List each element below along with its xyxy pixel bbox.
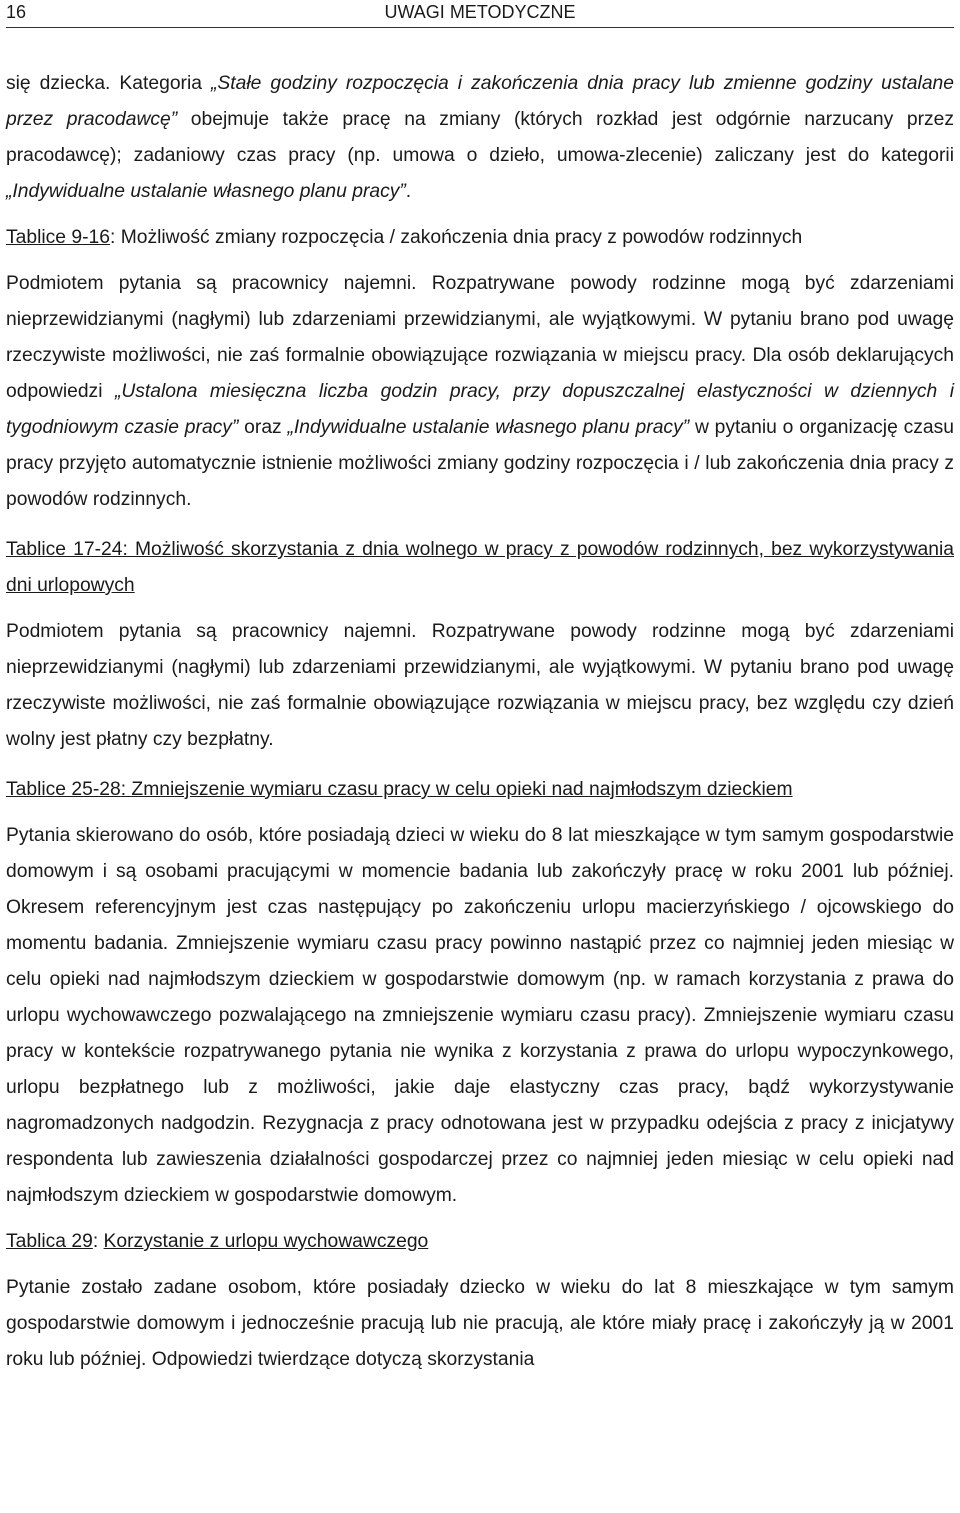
section-heading-25-28	[6, 772, 954, 808]
running-title: UWAGI METODYCZNE	[384, 2, 576, 22]
section-paragraph-9-16	[6, 266, 954, 518]
page-number: 16	[6, 2, 27, 22]
document-body	[6, 66, 954, 1378]
section-heading-9-16	[6, 220, 954, 256]
section-title: Zmniejszenie wymiaru czasu pracy w celu opieki nad najmłodszym dzieckiem	[131, 779, 793, 800]
spacer	[6, 518, 954, 532]
section-title: Możliwość skorzystania z dnia wolnego w pracy z powodów rodzinnych, bez wykorzystywania dni urlopowych	[6, 539, 954, 596]
section-sep: :	[120, 779, 132, 800]
intro-text-1: się dziecka. Kategoria	[6, 73, 211, 94]
section-ref: Tablice 25-28	[6, 779, 121, 800]
intro-italic-1: „Stałe godziny rozpoczęcia i zakończenia dnia pracy lub zmienne godziny ustalane przez pracodawcę”	[6, 73, 954, 130]
section-heading-29	[6, 1224, 954, 1260]
section-title: Możliwość zmiany rozpoczęcia / zakończenia dnia pracy z powodów rodzinnych	[120, 227, 803, 248]
section-sep: :	[92, 1231, 104, 1252]
section-heading-17-24	[6, 532, 954, 604]
intro-italic-2: „Indywidualne ustalanie własnego planu pracy”	[6, 181, 406, 202]
intro-text-3: .	[405, 181, 412, 202]
section-paragraph-17-24: Podmiotem pytania są pracownicy najemni. Rozpatrywane powody rodzinne mogą być zdarzeniami nieprzewidzianymi (nagłymi) lub zdarzeniami przewidzianymi, ale wyjątkowymi. W pytaniu brano pod uwagę rzeczywiste możliwości, nie zaś formalnie obowiązujące rozwiązania w miejscu pracy, bez względu czy dzień wolny jest płatny czy bezpłatny.	[6, 621, 954, 750]
body-text-3: w pytaniu o organizację czasu pracy przyjęto automatycznie istnienie możliwości zmiany godziny rozpoczęcia i / lub zakończenia dnia pracy z powodów rodzinnych.	[6, 417, 954, 510]
page-header	[6, 0, 954, 28]
body-text-2: oraz	[238, 417, 288, 438]
section-sep: :	[122, 539, 135, 560]
section-paragraph-29: Pytanie zostało zadane osobom, które posiadały dziecko w wieku do lat 8 mieszkające w tym samym gospodarstwie domowym i jednocześnie pracują lub nie pracują, ale które miały pracę i zakończyły ją w 2001 roku lub później. Odpowiedzi twierdzące dotyczą skorzystania	[6, 1277, 954, 1370]
intro-paragraph	[6, 66, 954, 210]
body-text-1: Podmiotem pytania są pracownicy najemni. Rozpatrywane powody rodzinne mogą być zdarzeniami nieprzewidzianymi (nagłymi) lub zdarzeniami przewidzianymi, ale wyjątkowymi. W pytaniu brano pod uwagę rzeczywiste możliwości, nie zaś formalnie obowiązujące rozwiązania w miejscu pracy. Dla osób deklarujących odpowiedzi	[6, 273, 954, 402]
body-italic-1: „Ustalona miesięczna liczba godzin pracy, przy dopuszczalnej elastyczności w dziennych i tygodniowym czasie pracy”	[6, 381, 954, 438]
header-rule	[6, 27, 954, 28]
section-paragraph-25-28: Pytania skierowano do osób, które posiadają dzieci w wieku do 8 lat mieszkające w tym samym gospodarstwie domowym i są osobami pracującymi w momencie badania lub zakończyły pracę w roku 2001 lub później. Okresem referencyjnym jest czas następujący po zakończeniu urlopu macierzyńskiego / ojcowskiego do momentu badania. Zmniejszenie wymiaru czasu pracy powinno nastąpić przez co najmniej jeden miesiąc w celu opieki nad najmłodszym dzieckiem w gospodarstwie domowym (np. w ramach korzystania z prawa do urlopu wychowawczego pozwalającego na zmniejszenie wymiaru czasu pracy). Zmniejszenie wymiaru czasu pracy w kontekście rozpatrywanego pytania nie wynika z korzystania z prawa do urlopu wypoczynkowego, urlopu bezpłatnego lub z możliwości, jakie daje elastyczny czas pracy, bądź wykorzystywanie nagromadzonych nadgodzin. Rezygnacja z pracy odnotowana jest w przypadku odejścia z pracy z inicjatywy respondenta lub zawieszenia działalności gospodarczej przez co najmniej jeden miesiąc w celu opieki nad najmłodszym dzieckiem w gospodarstwie domowym.	[6, 825, 954, 1206]
section-ref: Tablice 9-16	[6, 227, 110, 248]
section-ref: Tablice 17-24	[6, 539, 123, 560]
section-title: Korzystanie z urlopu wychowawczego	[103, 1231, 429, 1252]
section-sep: :	[109, 227, 121, 248]
section-ref: Tablica 29	[6, 1231, 93, 1252]
body-italic-2: „Indywidualne ustalanie własnego planu pracy”	[287, 417, 690, 438]
spacer	[6, 758, 954, 772]
intro-text-2: obejmuje także pracę na zmiany (których rozkład jest odgórnie narzucany przez pracodawcę); zadaniowy czas pracy (np. umowa o dzieło, umowa-zlecenie) zaliczany jest do kategorii	[6, 109, 954, 166]
